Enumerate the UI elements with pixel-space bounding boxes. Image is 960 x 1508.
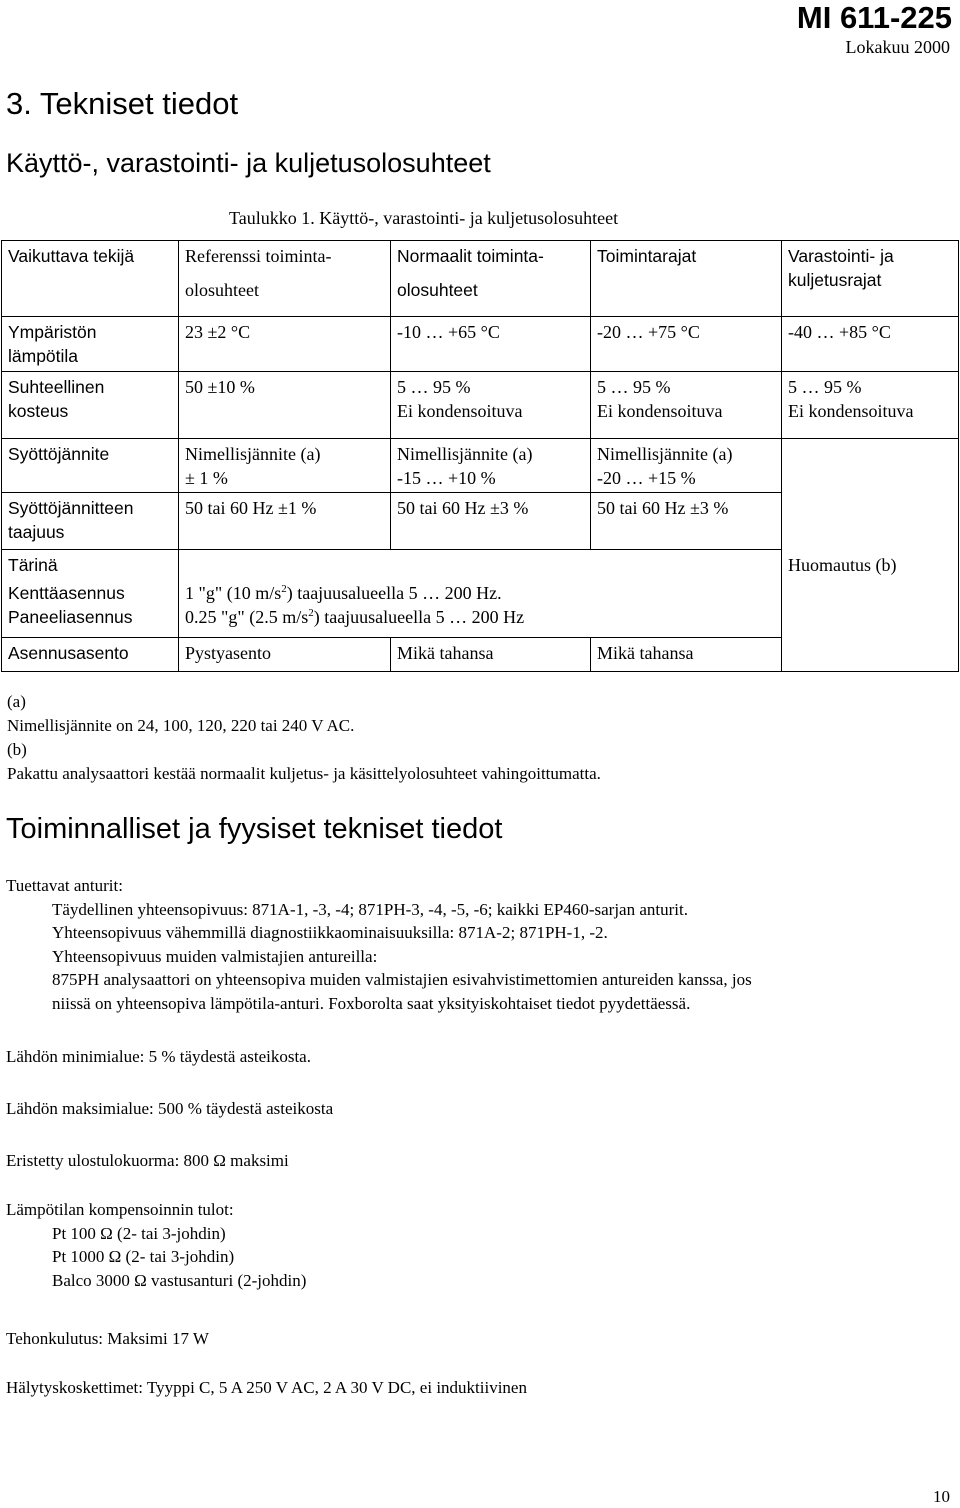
sensors-line: Yhteensopivuus vähemmillä diagnostiikkaominaisuuksilla: 871A-2; 871PH-1, -2. [52,923,608,942]
comp-heading: Lämpötilan kompensoinnin tulot: [6,1200,234,1219]
page-number: 10 [933,1487,950,1506]
header-factor: Vaikuttava tekijä [2,241,179,317]
conditions-table [1,240,959,672]
max-span: Lähdön maksimialue: 500 % täydestä asteikosta [6,1099,334,1118]
document-date: Lokakuu 2000 [845,37,950,57]
section-title: 3. Tekniset tiedot [6,86,239,121]
comp-item: Pt 1000 Ω (2- tai 3-johdin) [52,1247,235,1266]
table-row-temperature: Ympäristön lämpötila 23 ±2 °C -10 … +65 °C -20 … +75 °C -40 … +85 °C [2,317,959,372]
header-storage: Varastointi- ja kuljetusrajat [782,241,959,317]
sensors-line: Yhteensopivuus muiden valmistajien antureilla: [52,946,378,966]
sensors-heading: Tuettavat anturit: [6,876,123,895]
sensors-line: Täydellinen yhteensopivuus: 871A-1, -3, -4; 871PH-3, -4, -5, -6; kaikki EP460-sarjan anturit. [52,899,688,919]
header-normal: Normaalit toiminta- olosuhteet [391,241,591,317]
table-row-frequency: Syöttöjännitteen taajuus 50 tai 60 Hz ±1 % 50 tai 60 Hz ±3 % 50 tai 60 Hz ±3 % [2,493,959,550]
note-a: (a) Nimellisjännite on 24, 100, 120, 220 tai 240 V AC. [7,692,355,735]
table-row-position: Asennusasento Pystyasento Mikä tahansa Mikä tahansa [2,638,959,672]
comp-item: Pt 100 Ω (2- tai 3-johdin) [52,1223,226,1243]
header-reference: Referenssi toiminta- olosuhteet [179,241,391,317]
table-row-humidity: Suhteellinen kosteus 50 ±10 % 5 … 95 % Ei kondensoituva 5 … 95 % Ei kondensoituva 5 … 95 % Ei kondensoituva [2,372,959,439]
comp-item: Balco 3000 Ω vastusanturi (2-johdin) [52,1270,307,1290]
sensors-line: 875PH analysaattori on yhteensopiva muiden valmistajien esivahvistimettomien antureiden kanssa, jos [52,970,752,989]
sensors-line: niissä on yhteensopiva lämpötila-anturi. Foxborolta saat yksityiskohtaiset tiedot pyydettäessä. [52,993,691,1013]
document-id: MI 611-225 [796,0,952,35]
table-row-voltage: Syöttöjännite Nimellisjännite (a) ± 1 % Nimellisjännite (a) -15 … +10 % Nimellisjännite (a) -20 … +15 % [2,439,959,493]
table-caption: Taulukko 1. Käyttö-, varastointi- ja kuljetusolosuhteet [229,208,619,228]
power-consumption: Tehonkulutus: Maksimi 17 W [6,1329,209,1348]
comp-block [6,1198,306,1292]
sensors-block [6,874,752,1015]
table-header-row [2,241,959,317]
table-notes [7,690,601,786]
section2-title: Toiminnalliset ja fyysiset tekniset tiedot [6,813,503,845]
subsection-title: Käyttö-, varastointi- ja kuljetusolosuhteet [6,148,491,178]
table-row-vibration: Tärinä Kenttäasennus Paneeliasennus 1 "g" (10 $m/s^2$) taajuusalueella 5 … 200 Hz. 0.25 "g" (2.5 $m/s^2$) taajuusalueella 5 … 200 Hz Huomautus (b) [2,550,959,638]
header-limits: Toimintarajat [591,241,782,317]
min-span: Lähdön minimialue: 5 % täydestä asteikosta. [6,1047,311,1066]
note-b: (b) Pakattu analysaattori kestää normaalit kuljetus- ja käsittelyolosuhteet vahingoittumatta. [7,740,601,783]
output-load: Eristetty ulostulokuorma: 800 Ω maksimi [6,1151,289,1170]
alarm-contacts: Hälytyskoskettimet: Tyyppi C, 5 A 250 V AC, 2 A 30 V DC, ei induktiivinen [6,1378,527,1397]
